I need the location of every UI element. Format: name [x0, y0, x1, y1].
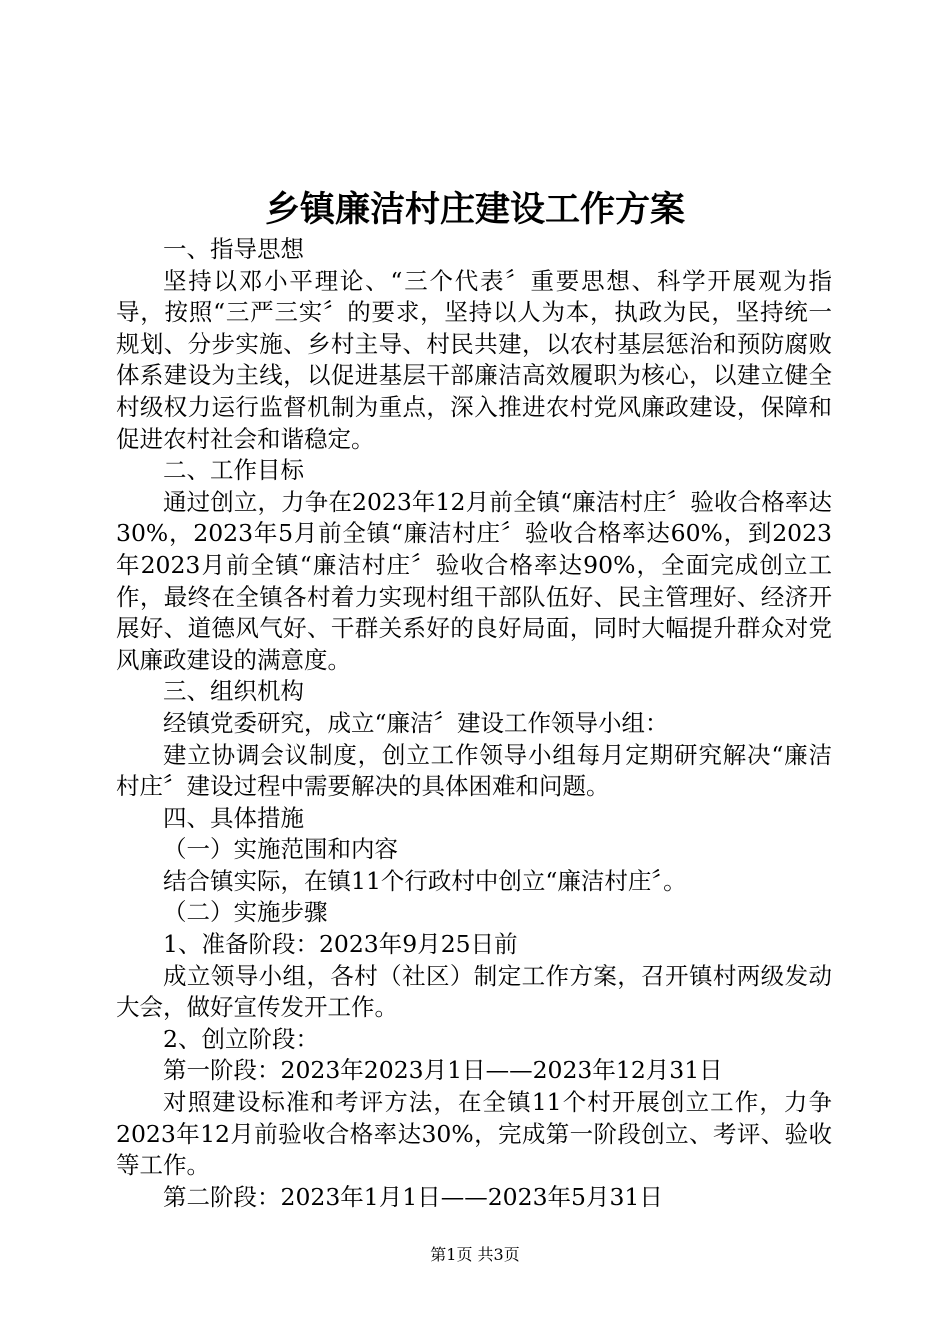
- section-heading-measures: 四、具体措施: [163, 803, 304, 832]
- subheading-scope: （一）实施范围和内容: [163, 835, 398, 864]
- page-footer: 第1页 共3页: [430, 1245, 520, 1264]
- paragraph-preparation: 成立领导小组，各村（社区）制定工作方案，召开镇村两级发动大会，做好宣传发开工作。: [116, 961, 832, 1022]
- document-title: 乡镇廉洁村庄建设工作方案: [264, 189, 685, 230]
- phase-one-dates: 第一阶段：2023年2023月1日——2023年12月31日: [163, 1056, 723, 1085]
- phase-two-dates: 第二阶段：2023年1月1日——2023年5月31日: [163, 1182, 663, 1211]
- document-body: [116, 234, 832, 1213]
- paragraph-phase-one: 对照建设标准和考评方法，在全镇11个村开展创立工作，力争2023年12月前验收合格率达30%，完成第一阶段创立、考评、验收等工作。: [116, 1088, 832, 1180]
- paragraph-coordination-meeting: 建立协调会议制度，创立工作领导小组每月定期研究解决“廉洁村庄〞建设过程中需要解决的具体困难和问题。: [116, 740, 832, 801]
- subheading-steps: （二）实施步骤: [163, 898, 328, 927]
- paragraph-work-goals: 通过创立，力争在2023年12月前全镇“廉洁村庄〞验收合格率达30%，2023年5月前全镇“廉洁村庄〞验收合格率达60%，到2023年2023月前全镇“廉洁村庄〞验收合格率达90%，全面完成创立工作，最终在全镇各村着力实现村组干部队伍好、民主管理好、经济开展好、道德风气好、干群关系好的良好局面，同时大幅提升群众对党风廉政建设的满意度。: [116, 487, 832, 674]
- section-heading-organization: 三、组织机构: [163, 677, 304, 706]
- paragraph-guiding-ideology: 坚持以邓小平理论、“三个代表〞重要思想、科学开展观为指导，按照“三严三实〞的要求，坚持以人为本，执政为民，坚持统一规划、分步实施、乡村主导、村民共建，以农村基层惩治和预防腐败体系建设为主线，以促进基层干部廉洁高效履职为核心，以建立健全村级权力运行监督机制为重点，深入推进农村党风廉政建设，保障和促进农村社会和谐稳定。: [116, 266, 832, 453]
- paragraph-leading-group: 经镇党委研究，成立“廉洁〞建设工作领导小组：: [163, 708, 669, 737]
- step-creation: 2、创立阶段：: [163, 1024, 319, 1053]
- section-heading-work-goals: 二、工作目标: [163, 456, 304, 485]
- paragraph-scope: 结合镇实际，在镇11个行政村中创立“廉洁村庄〞。: [163, 866, 687, 895]
- step-preparation: 1、准备阶段：2023年9月25日前: [163, 930, 518, 959]
- section-heading-guiding-ideology: 一、指导思想: [163, 235, 304, 263]
